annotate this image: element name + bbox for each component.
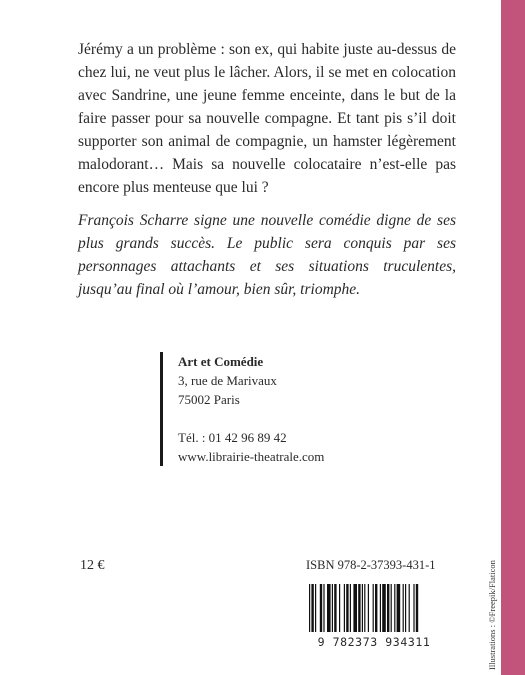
spine-band [501, 0, 525, 675]
price-label: 12 € [80, 558, 105, 573]
publisher-name: Art et Comédie [178, 354, 264, 369]
back-cover-blurb [78, 38, 456, 311]
publisher-street: 3, rue de Marivaux [178, 373, 277, 388]
barcode-digits: 9 782373 934311 [299, 632, 449, 652]
publisher-city: 75002 Paris [178, 392, 240, 407]
isbn-label: ISBN 978-2-37393-431-1 [306, 558, 436, 572]
publisher-block [160, 352, 324, 466]
publisher-spacer [178, 409, 324, 428]
author-paragraph: François Scharre signe une nouvelle comédie digne de ses plus grands succès. Le public sera conquis par ses personnages attachants et ses situations truculentes, jusqu’au final où l’amour, bien sûr, triomphe. [78, 212, 456, 298]
publisher-website: www.librairie-theatrale.com [178, 449, 325, 464]
barcode [299, 582, 449, 654]
illustration-credits: Illustrations : ©Freepik/Flaticon [487, 560, 497, 670]
publisher-phone: Tél. : 01 42 96 89 42 [178, 430, 287, 445]
synopsis-paragraph: Jérémy a un problème : son ex, qui habite juste au-dessus de chez lui, ne veut plus le lâcher. Alors, il se met en colocation avec Sandrine, une jeune femme enceinte, dans le but de la faire passer pour sa nouvelle compagne. Et tant pis s’il doit supporter son animal de compagnie, un hamster légèrement malodorant… Mais sa nouvelle colocataire n’est-elle pas encore plus menteuse que lui ? [78, 41, 456, 196]
